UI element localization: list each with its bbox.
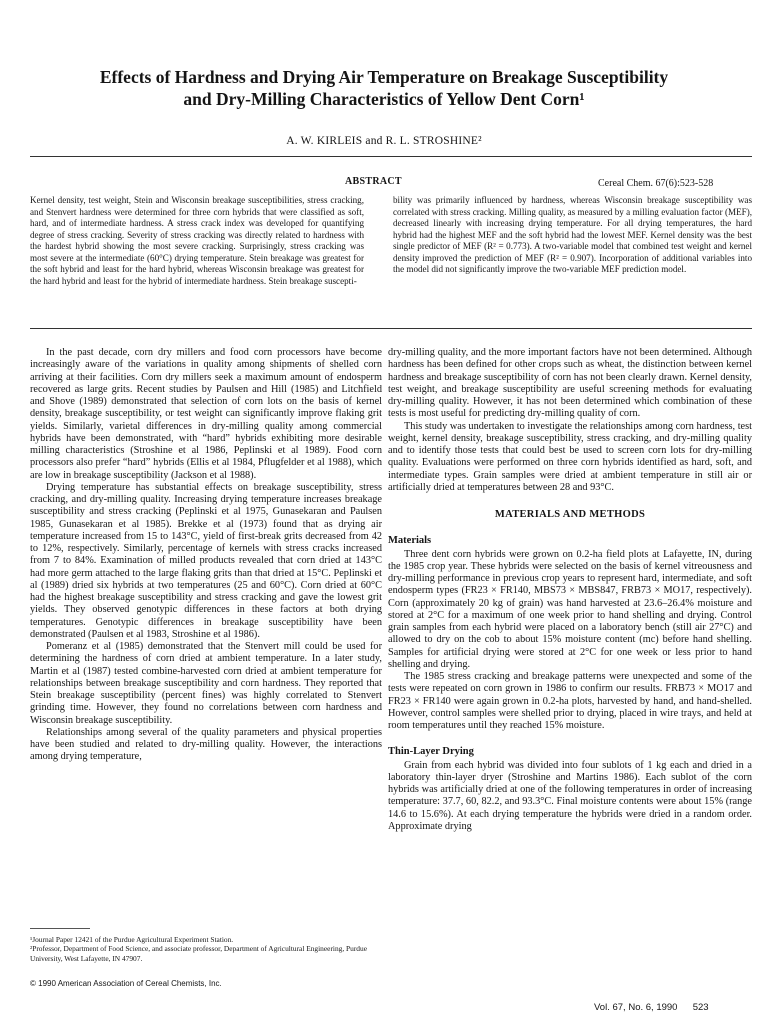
paragraph: dry-milling quality, and the more important factors have not been determined. Although hardness has been defined for other crops such as wheat, the distinction between kernel hardness and breakage susceptibility of corn has not been clearly drawn. Kernel density, test weight, and breakage susceptibility are useful screening methods for evaluating dry-milling quality. However, it has not been determined which combination of these tests is most useful for predicting dry-milling quality of corn. — [388, 347, 752, 420]
section-heading-materials-methods: MATERIALS AND METHODS — [494, 509, 646, 520]
title-line-1: Effects of Hardness and Drying Air Temperature on Breakage Susceptibility — [99, 67, 669, 87]
footnote-1: ¹Journal Paper 12421 of the Purdue Agricultural Experiment Station. — [30, 935, 234, 944]
abstract-right: bility was primarily influenced by hardness, whereas Wisconsin breakage susceptibility was correlated with stress cracking. Milling quality, as measured by a milling evaluation factor (MEF), decreased linearly with increasing drying temperature. For all drying temperatures, the hard hybrid had the highest MEF and the soft hybrid had the lowest MEF. Kernel density was the best single predictor of MEF (R² = 0.773). A two-variable model that combined test weight and kernel density improved the prediction of MEF (R² = 0.907). Incorporation of additional variables into the model did not significantly improve the two-variable MEF prediction model. — [393, 195, 752, 275]
copyright: © 1990 American Association of Cereal Chemists, Inc. — [30, 979, 222, 988]
paragraph: Pomeranz et al (1985) demonstrated that the Stenvert mill could be used for determining the hardness of corn dried at ambient temperature. In a later study, Martin et al (1987) tested combine-harvested corn dried at ambient temperature for relationships between breakage susceptibility and corn hardness. They reported that Stein breakage susceptibility (percent fines) was highly correlated to Stenvert grinding time. However, they found no correlations between corn hardness and Wisconsin breakage susceptibility. — [30, 641, 382, 726]
footnote-rule — [30, 928, 90, 929]
footnotes — [30, 935, 382, 963]
abstract-heading: ABSTRACT — [345, 176, 402, 187]
paragraph: This study was undertaken to investigate the relationships among corn hardness, test weight, kernel density, breakage susceptibility, stress cracking, and dry-milling quality and to identify those tests that could best be used to screen corn lots for dry-milling quality. Evaluations were performed on three corn hybrids identified as hard, soft, and intermediate types. Grain samples were dried at ambient temperature in still air or artificially dried at temperatures between 28 and 93°C. — [388, 420, 752, 493]
title-line-2: and Dry-Milling Characteristics of Yellow Dent Corn¹ — [183, 89, 585, 109]
page-number: 523 — [692, 1002, 709, 1013]
paragraph: Drying temperature has substantial effects on breakage susceptibility, stress cracking, and dry-milling quality. Increasing drying temperature increases breakage susceptibility and stress cracking (Peplinski et al 1975, Gunasekaran and Paulsen 1985, Gunasekaran et al 1985). Brekke et al (1973) found that as drying air temperature increased from 15 to 143°C, yield of first-break grits decreased from 42 to 12%, respectively. Similarly, percentage of kernels with stress cracks increased from 7 to 84%. Examination of milled products revealed that corn dried at 143°C had more germ attached to the large flaking grits than that dried at 15°C. Peplinski et al (1989) dried six hybrids at two temperatures (25 and 60°C). Corn dried at 60°C had the highest breakage susceptibility and stress cracking and gave the lowest grit yields. They observed genotypic differences in these factors at both drying temperatures. Genotypic differences in breakage susceptibility have been demonstrated (Paulsen et al 1983, Stroshine et al 1986). — [30, 481, 382, 640]
paragraph: Three dent corn hybrids were grown on 0.2-ha field plots at Lafayette, IN, during the 1985 crop year. These hybrids were selected on the basis of kernel vitreousness and dry-milling performance in previous crop years to represent hard, intermediate, and soft endosperm types (FR23 × FR140, MBS73 × MBS847, FRB73 × MO17, respectively). Corn (approximately 20 kg of grain) was hand harvested at 23.6–26.4% moisture and stored at 2°C for a maximum of one week prior to hand shelling and drying. Control grain samples from each hybrid were placed on a laboratory bench (still air 27°C) and allowed to dry on the cob to about 15% moisture content (mc) before hand shelling. Samples for artificial drying were stored at 2°C for one week or less prior to hand shelling and drying. — [388, 548, 752, 670]
volume-info: Vol. 67, No. 6, 1990 — [594, 1002, 678, 1013]
subheading-thin-layer-drying: Thin-Layer Drying — [388, 746, 474, 758]
body-column-left — [30, 347, 382, 764]
paragraph: In the past decade, corn dry millers and food corn processors have become increasingly aware of the variations in quality among shipments of shelled corn arriving at their facilities. Corn dry millers seek a maximum amount of endosperm recovered as large grits. Recent studies by Paulsen and Hill (1985) and Litchfield and Shove (1989) demonstrated that selection of corn lots on the basis of kernel density, breakage susceptibility, or test weight can significantly improve flaking grit yields. Similarly, varietal differences in dry-milling quality among commercial hybrids have been demonstrated, with “hard” hybrids exhibiting more desirable milling characteristics (Stroshine et al 1986, Peplinski et al 1989). Food corn processors also prefer “hard” hybrids (Ellis et al 1984, Pflugfelder et al 1988), which are low in breakage susceptibility (Jackson et al 1988). — [30, 347, 382, 481]
subheading-materials: Materials — [388, 535, 432, 547]
page-footer — [594, 1002, 709, 1013]
abstract-left: Kernel density, test weight, Stein and Wisconsin breakage susceptibilities, stress cracking, and Stenvert hardness were determined for three corn hybrids that were classified as soft, hard, and of intermediate hardness. A stress crack index was developed for quantifying degree of stress cracking. Severity of stress cracking was directly related to hardness with the hardest hybrid showing the most severe cracking. Surprisingly, stress cracking was most severe at the intermediate (60°C) drying temperature. Stein breakage was greatest for the soft hybrid and least for the hard hybrid, whereas Wisconsin breakage was greatest for the hard hybrid and least for the hybrid of intermediate hardness. Stein breakage suscepti- — [30, 195, 364, 286]
body-column-right — [388, 347, 752, 833]
paper-title — [40, 66, 728, 110]
journal-citation: Cereal Chem. 67(6):523-528 — [598, 178, 714, 189]
paragraph: Relationships among several of the quality parameters and physical properties have been studied and related to dry-milling quality. However, the interactions among drying temperature, — [30, 726, 382, 763]
abstract-bottom-rule — [30, 328, 752, 329]
footnote-2: ²Professor, Department of Food Science, and associate professor, Department of Agricultural Engineering, Purdue University, West Lafayette, IN 47907. — [30, 944, 367, 963]
paragraph: Grain from each hybrid was divided into four sublots of 1 kg each and dried in a laboratory thin-layer dryer (Stroshine and Martins 1986). Each sublot of the corn hybrids was artificially dried at one of the following temperatures in order of increasing temperature: 37.7, 60, 82.2, and 93.3°C. Final moisture contents were about 15% (range 14.6 to 15.6%). At each drying temperature the hybrids were dried in a random order. Approximate drying — [388, 759, 752, 832]
authors: A. W. KIRLEIS and R. L. STROSHINE² — [286, 135, 482, 147]
paragraph: The 1985 stress cracking and breakage patterns were unexpected and some of the tests were repeated on corn grown in 1986 to confirm our results. FRB73 × MO17 and FR23 × FR140 were again grown in 0.2-ha plots, harvested by hand, and hand-shelled. However, control samples were shelled prior to drying, placed in wire trays, and held at room temperatures until they reached 15% moisture. — [388, 671, 752, 731]
top-rule — [30, 156, 752, 157]
